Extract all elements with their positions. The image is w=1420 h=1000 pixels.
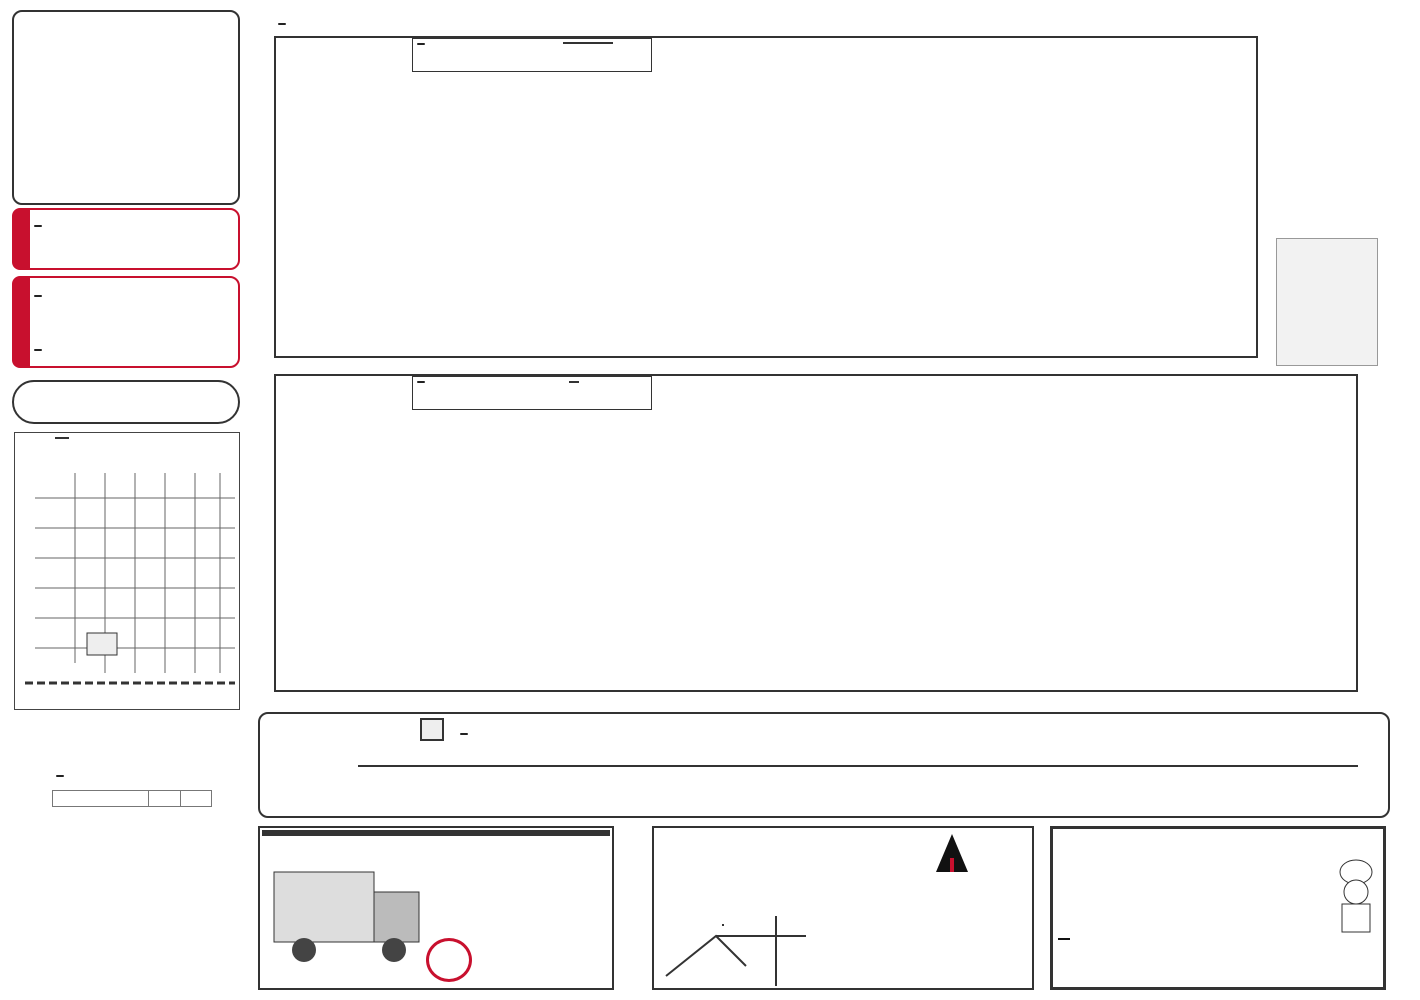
lost-found-panel <box>12 380 240 424</box>
route-number-badge <box>417 381 425 383</box>
header-panel <box>12 10 240 205</box>
commuter-pass-ad <box>1276 238 1378 366</box>
header-cell <box>53 791 149 807</box>
clinic-map <box>656 906 820 988</box>
chef-icon <box>1326 856 1386 936</box>
route-number-badge <box>278 23 286 25</box>
clinic-map-label <box>722 924 724 926</box>
west-timetable-frame <box>274 36 1258 358</box>
map-streets <box>15 433 239 709</box>
back-route1-title <box>34 282 42 302</box>
clinic-map-roads <box>656 906 820 988</box>
route-number-badge <box>34 225 42 227</box>
route-number-badge <box>56 775 64 777</box>
route75-table <box>52 790 212 807</box>
west-route-title <box>278 10 286 30</box>
hino-logo <box>426 938 472 982</box>
diagram-title <box>420 718 444 741</box>
back-routes-panel <box>12 276 240 368</box>
school-name <box>1058 938 1070 940</box>
front-route-title <box>34 212 42 232</box>
route-number-badge <box>460 733 468 735</box>
truck-headline <box>262 830 610 836</box>
front-side-tab <box>12 208 30 270</box>
header-cell <box>149 791 181 807</box>
route-number-badge <box>34 349 42 351</box>
clinic-logo-icon <box>932 832 972 876</box>
east-timetable-frame <box>274 374 1358 692</box>
back-side-tab <box>12 276 30 368</box>
west-destination-sign <box>412 38 652 72</box>
header-cell <box>180 791 212 807</box>
route75-title <box>56 762 64 782</box>
route-number-badge <box>417 43 425 45</box>
route-number-badge <box>34 295 42 297</box>
sign-dest <box>569 381 579 383</box>
east-destination-sign <box>412 376 652 410</box>
back-route2-title <box>34 336 42 356</box>
truck-image <box>264 862 434 972</box>
sign-dest <box>563 42 613 44</box>
route-diagram-title <box>420 720 468 739</box>
front-routes-panel <box>12 208 240 270</box>
bus-stop-map <box>14 432 240 710</box>
